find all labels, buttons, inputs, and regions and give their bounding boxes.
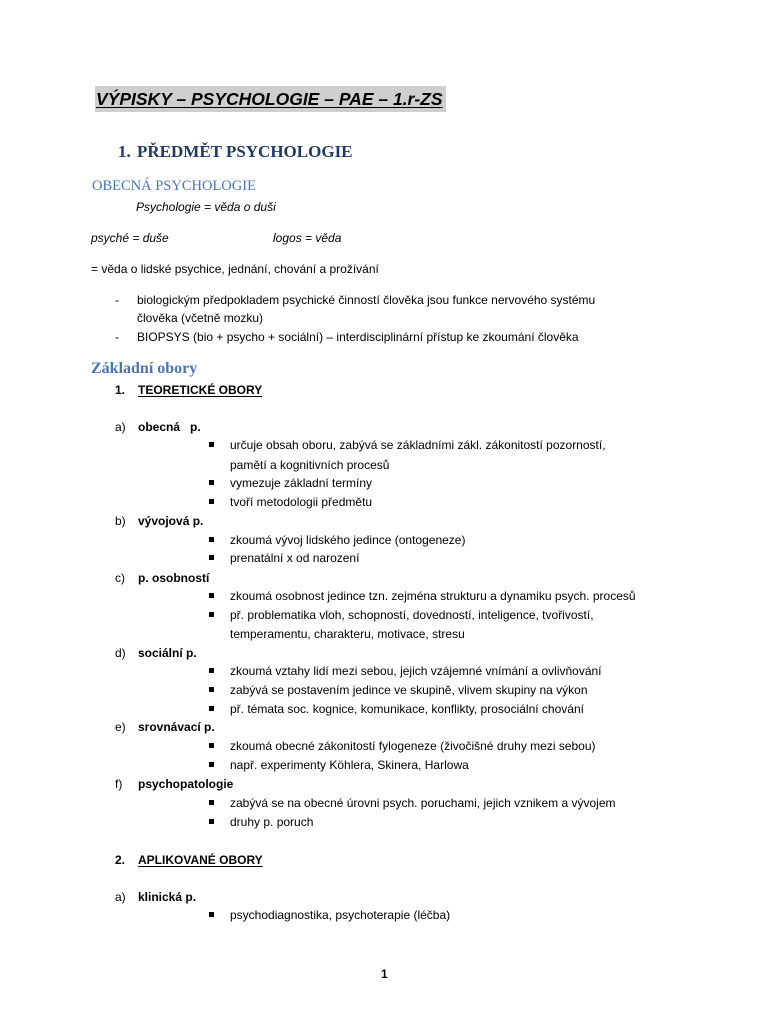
square-bullet-icon <box>209 819 214 824</box>
square-bullet-icon <box>209 706 214 711</box>
document-title: VÝPISKY – PSYCHOLOGIE – PAE – 1.r-ZS <box>95 86 446 112</box>
square-bullet-icon <box>209 442 214 447</box>
bullet-text: tvoří metodologii předmětu <box>230 495 373 509</box>
section-title: PŘEDMĚT PSYCHOLOGIE <box>137 142 353 161</box>
list-letter: e) <box>115 720 126 734</box>
bullet-text: př. témata soc. kognice, komunikace, konflikty, prosociální chování <box>230 702 584 716</box>
obor-name: psychopatologie <box>138 777 234 791</box>
section-number: 1. <box>118 142 131 161</box>
bullet-text: např. experimenty Köhlera, Skinera, Harlowa <box>230 758 469 772</box>
obor-name: klinická p. <box>138 890 197 904</box>
obor-name: srovnávací p. <box>138 720 215 734</box>
bullet-text: pamětí a kognitivních procesů <box>230 458 390 472</box>
dash-item-line: člověka (včetně mozku) <box>137 311 264 325</box>
bullet-text: zkoumá vztahy lidí mezi sebou, jejich vzájemné vnímání a ovlivňování <box>230 664 602 678</box>
bullet-text: zkoumá vývoj lidského jedince (ontogeneze) <box>230 533 466 547</box>
square-bullet-icon <box>209 762 214 767</box>
square-bullet-icon <box>209 593 214 598</box>
square-bullet-icon <box>209 555 214 560</box>
veda-line: = věda o lidské psychice, jednání, chování a prožívání <box>91 262 379 276</box>
square-bullet-icon <box>209 612 214 617</box>
teoreticke-obory-label: TEORETICKÉ OBORY <box>138 383 263 397</box>
bullet-text: temperamentu, charakteru, motivace, stresu <box>230 627 465 641</box>
square-bullet-icon <box>209 499 214 504</box>
bullet-text: zabývá se na obecné úrovni psych. poruchami, jejich vznikem a vývojem <box>230 796 616 810</box>
list-letter: c) <box>115 571 125 585</box>
section-heading-predmet <box>118 142 353 162</box>
bullet-text: př. problematika vloh, schopností, dovedností, inteligence, tvořivostí, <box>230 608 594 622</box>
list-number: 2. <box>115 853 126 867</box>
logos-definition: logos = věda <box>273 231 342 245</box>
list-letter: d) <box>115 646 126 660</box>
square-bullet-icon <box>209 480 214 485</box>
bullet-text: druhy p. poruch <box>230 815 314 829</box>
bullet-text: zkoumá osobnost jedince tzn. zejména strukturu a dynamiku psych. procesů <box>230 589 636 603</box>
square-bullet-icon <box>209 537 214 542</box>
aplikovane-obory-label: APLIKOVANÉ OBORY <box>138 853 263 867</box>
list-letter: f) <box>115 777 123 791</box>
square-bullet-icon <box>209 687 214 692</box>
heading-zakladni-obory: Základní obory <box>91 360 198 377</box>
list-letter: b) <box>115 514 126 528</box>
bullet-text: prenatální x od narození <box>230 551 360 565</box>
obor-name: p. osobností <box>138 571 210 585</box>
list-letter: a) <box>115 890 126 904</box>
bullet-text: psychodiagnostika, psychoterapie (léčba) <box>230 908 451 922</box>
bullet-text: zkoumá obecné zákonitostí fylogeneze (živočišné druhy mezi sebou) <box>230 739 596 753</box>
page-number: 1 <box>381 967 388 981</box>
bullet-text: zabývá se postavením jedince ve skupině, vlivem skupiny na výkon <box>230 683 588 697</box>
dash-marker: - <box>115 330 119 344</box>
dash-marker: - <box>115 293 119 307</box>
obor-name: obecná p. <box>138 420 201 434</box>
square-bullet-icon <box>209 668 214 673</box>
square-bullet-icon <box>209 912 214 917</box>
definition-line: Psychologie = věda o duši <box>136 200 276 214</box>
dash-item-line: BIOPSYS (bio + psycho + sociální) – interdisciplinární přístup ke zkoumání člověka <box>137 330 579 344</box>
heading-obecna-psychologie: OBECNÁ PSYCHOLOGIE <box>92 178 256 194</box>
square-bullet-icon <box>209 800 214 805</box>
list-letter: a) <box>115 420 126 434</box>
list-number: 1. <box>115 383 126 397</box>
bullet-text: určuje obsah oboru, zabývá se základními zákl. zákonitostí pozorností, <box>230 438 606 452</box>
obor-name: sociální p. <box>138 646 197 660</box>
obor-name: vývojová p. <box>138 514 204 528</box>
psyche-definition: psyché = duše <box>91 231 169 245</box>
dash-item-line: biologickým předpokladem psychické činností člověka jsou funkce nervového systému <box>137 293 596 307</box>
bullet-text: vymezuje základní termíny <box>230 476 373 490</box>
square-bullet-icon <box>209 743 214 748</box>
